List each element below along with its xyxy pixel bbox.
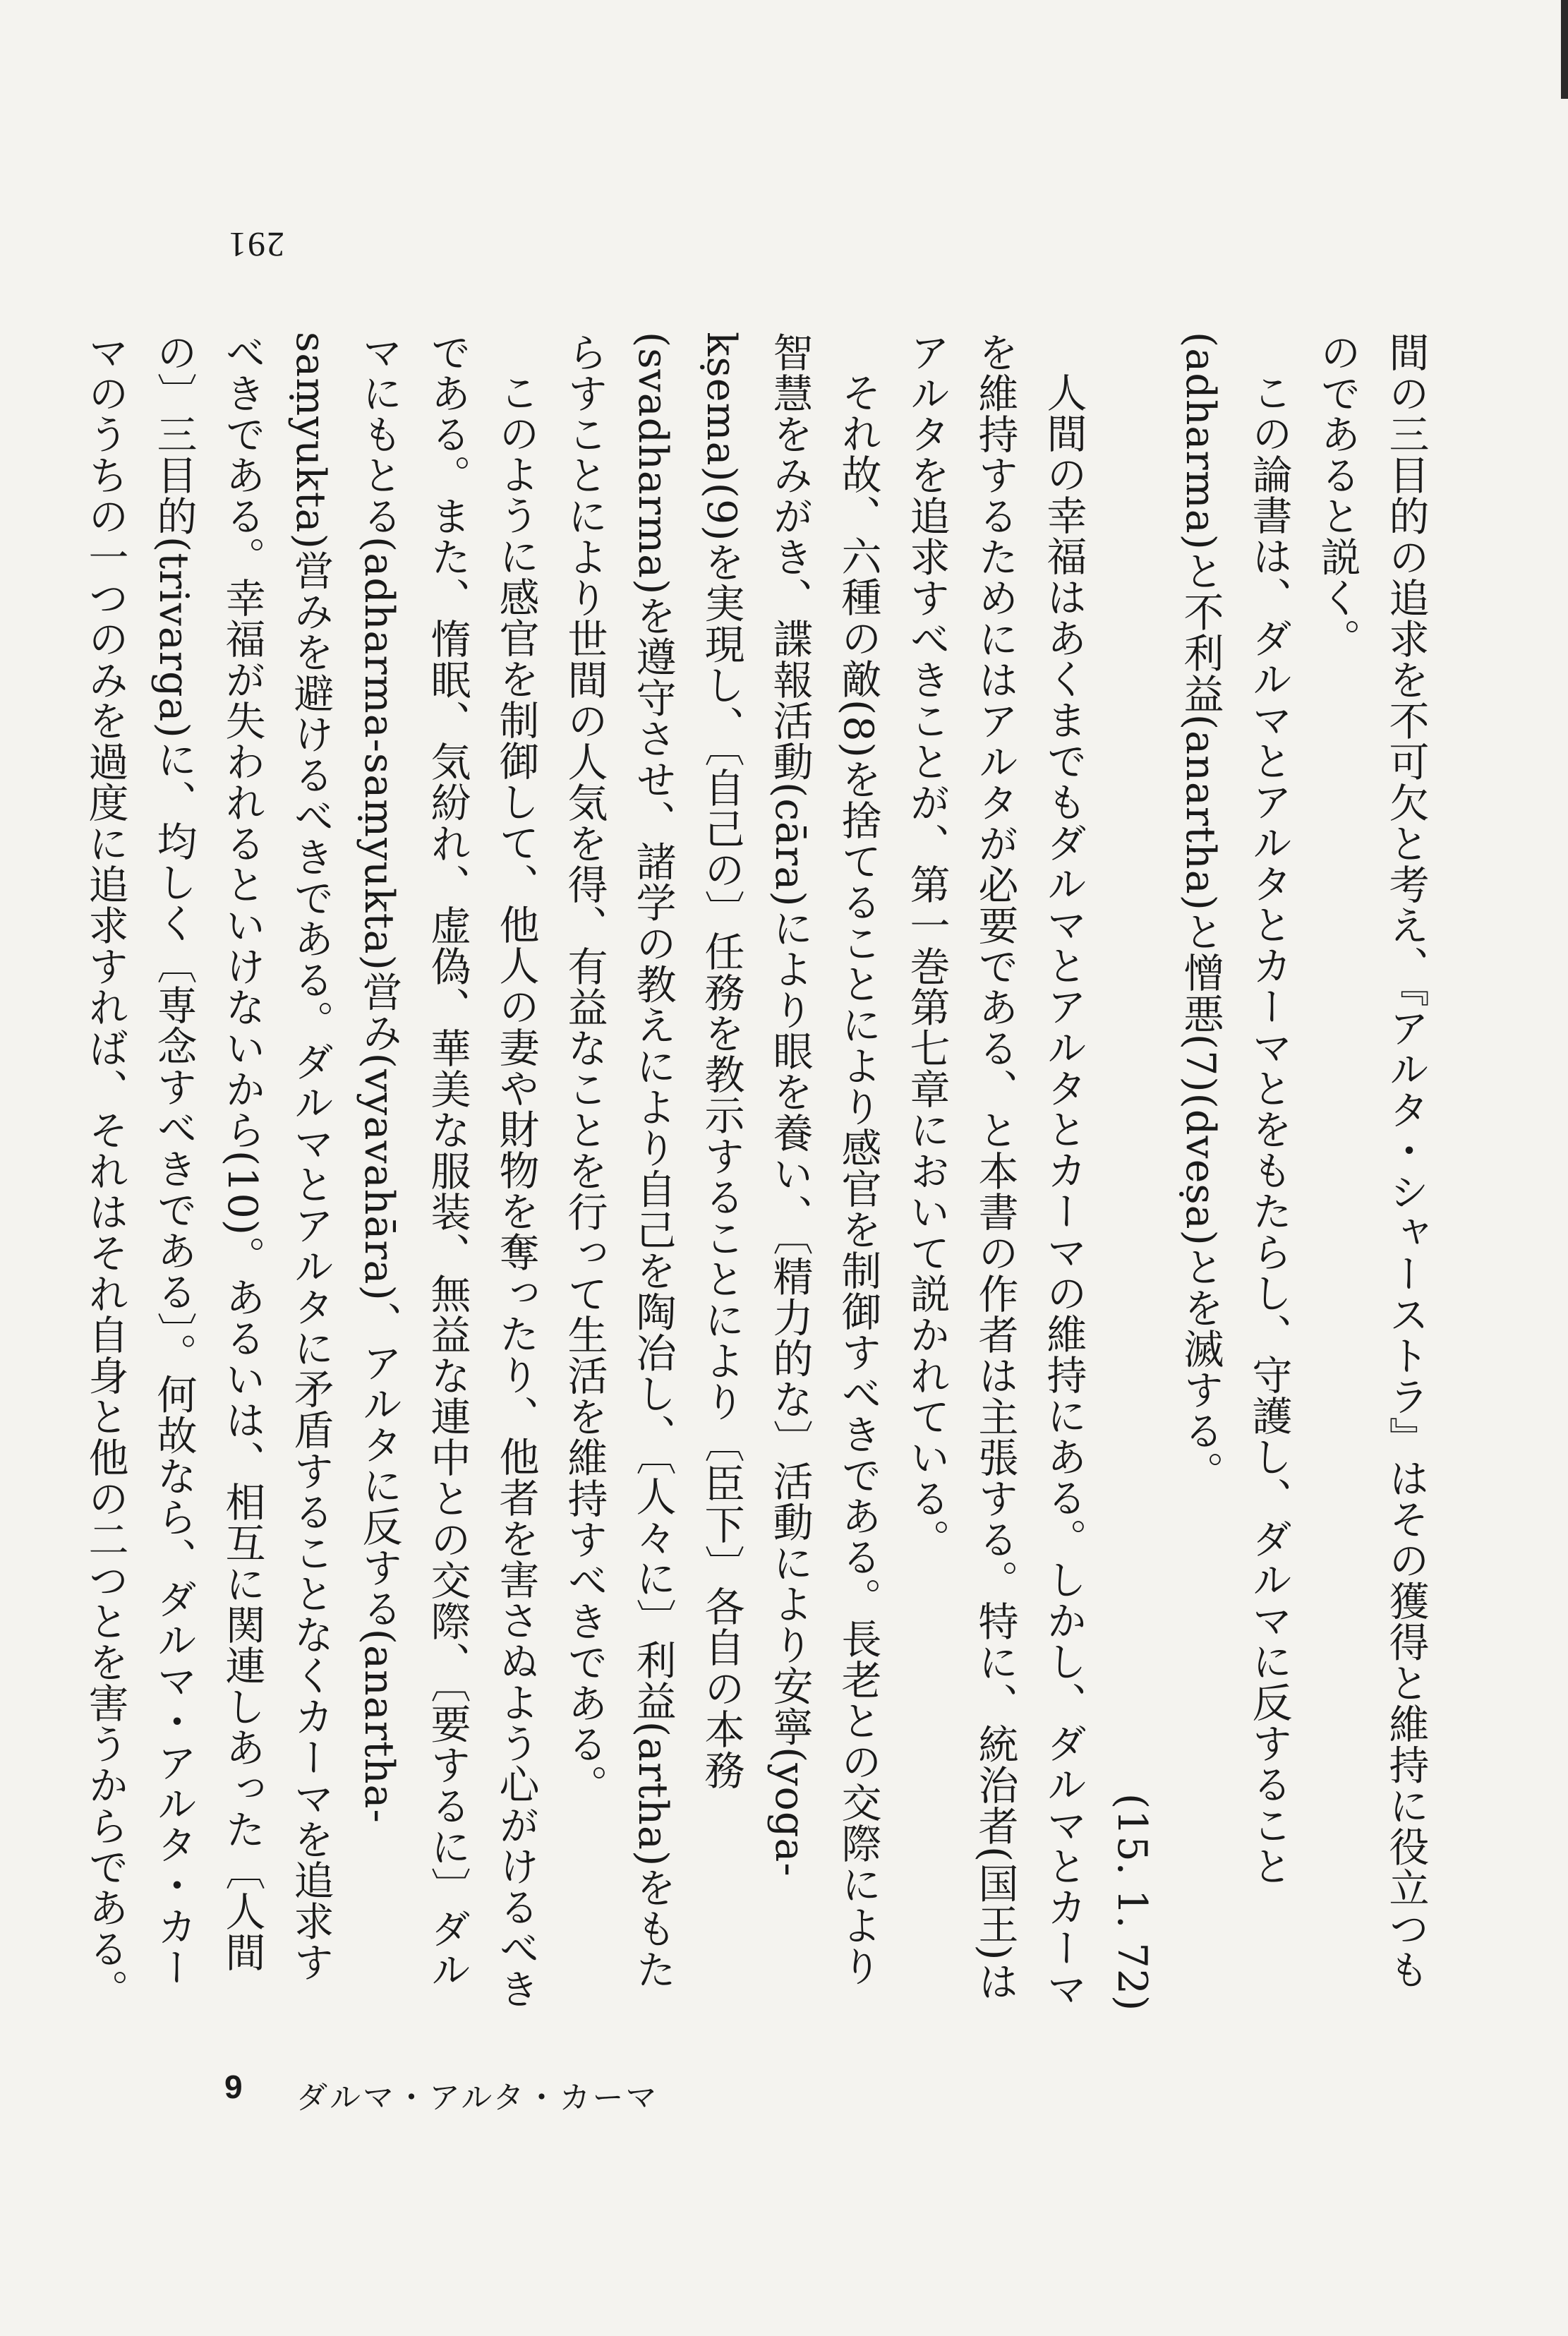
running-title: ダルマ・アルタ・カーマ (296, 2080, 659, 2116)
paragraph-4: それ故、六種の敵(8)を捨てることにより感官を制御すべきである。長老との交際により智慧をみがき、諜報活動(cāra)により眼を養い、〔精力的な〕活動により安寧(yoga-kṣema)(9)を実現し、〔自己の〕任務を教示することにより〔臣下〕各自の本務(svadharma)を遵守させ、諸学の教えにより自己を陶冶し、〔人々に〕利益(artha)をもたらすことにより世間の人気を得、有益なことを行って生活を維持すべきである。 (561, 332, 881, 1990)
paragraph-3: 人間の幸福はあくまでもダルマとアルタとカーマの維持にある。しかし、ダルマとカーマを維持するためにはアルタが必要である、と本書の作者は主張する。特に、統治者(国王)はアルタを追求すべきことが、第一巻第七章において説かれている。 (903, 332, 1087, 2009)
page-number: 291 (227, 225, 284, 265)
body-text (82, 332, 1440, 2011)
citation: (15. 1. 72) (1109, 1793, 1155, 2011)
paragraph-1: 間の三目的の追求を不可欠と考え、『アルタ・シャーストラ』はその獲得と維持に役立つものであると説く。 (1314, 332, 1429, 1990)
page-edge-mark (1561, 0, 1568, 99)
footer-folio: 9 (224, 2069, 243, 2105)
paragraph-5: このように感官を制御して、他人の妻や財物を奪ったり、他者を害さぬよう心がけるべきである。また、惰眠、気紛れ、虚偽、華美な服装、無益な連中との交際、〔要するに〕ダルマにもとる(adharma-saṃyukta)営み(vyavahāra)、アルタに反する(anartha-saṃyukta)営みを避けるべきである。ダルマとアルタに矛盾することなくカーマを追求すべきである。幸福が失われるといけないから(10)。あるいは、相互に関連しあった〔人間の〕三目的(trivarga)に、均しく〔専念すべきである〕。何故なら、ダルマ・アルタ・カーマのうちの一つのみを過度に追求すれば、それはそれ自身と他の二つとを害うからである。 (82, 332, 539, 2010)
paragraph-2: この論書は、ダルマとアルタとカーマとをもたらし、守護し、ダルマに反すること(adharma)と不利益(anartha)と憎悪(7)(dveṣa)とを滅する。 (1177, 332, 1292, 1886)
